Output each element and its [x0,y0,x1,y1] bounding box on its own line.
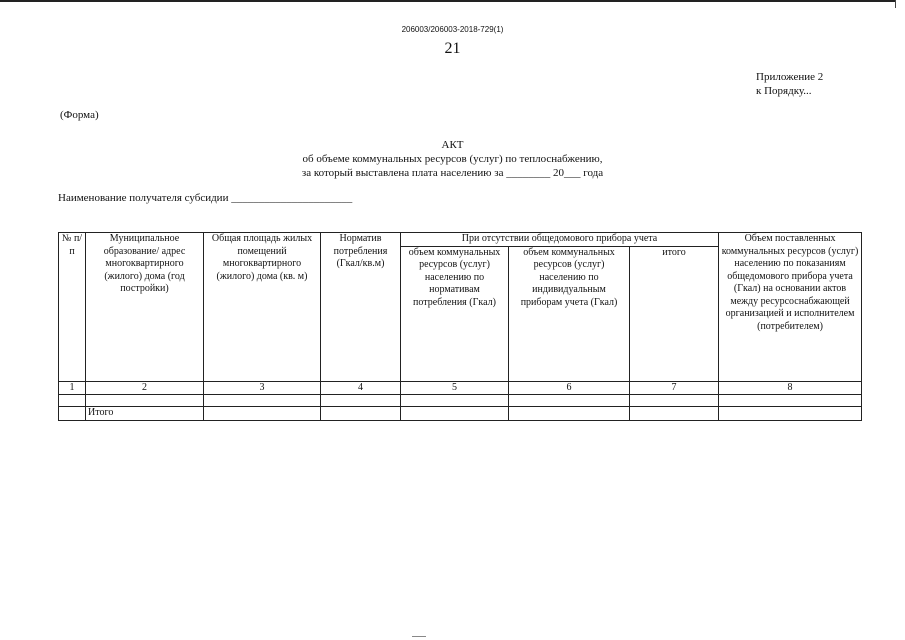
table-cell [509,407,630,421]
column-number: 6 [509,381,630,395]
table-cell [630,407,719,421]
act-table [58,232,862,421]
header-col-individual-volume: объем коммунальных ресурсов (услуг) населению по индивидуальным приборам учета (Гкал) [509,246,630,381]
column-number: 2 [86,381,204,395]
column-number: 4 [321,381,401,395]
appendix-line-2: к Порядку... [756,85,812,97]
appendix-line-1: Приложение 2 [756,71,824,83]
title-line-2: об объеме коммунальных ресурсов (услуг) по теплоснабжению, [302,153,603,165]
title-line-1: АКТ [441,139,464,151]
header-col-area: Общая площадь жилых помещений многоквартирного (жилого) дома (кв. м) [204,233,321,382]
table-cell [401,395,509,407]
header-col-norm: Норматив потребления (Гкал/кв.м) [321,233,401,382]
table-cell [204,407,321,421]
form-label: (Форма) [60,109,99,121]
header-col-number: № п/п [59,233,86,382]
corner-mark [895,0,896,8]
table-cell [719,407,862,421]
table-cell [59,395,86,407]
table-header-row [59,233,862,247]
top-border-line [0,0,895,2]
total-row [59,407,862,421]
header-col-address: Муниципальное образование/ адрес многоквартирного (жилого) дома (год постройки) [86,233,204,382]
recipient-line: Наименование получателя субсидии ______________________ [58,192,353,204]
column-number: 7 [630,381,719,395]
table-cell [321,407,401,421]
table-cell [321,395,401,407]
table-cell [86,395,204,407]
table-cell [719,395,862,407]
table-row [59,395,862,407]
column-numbers-row [59,381,862,395]
table-cell [630,395,719,407]
header-col-meter-volume: Объем поставленных коммунальных ресурсов (услуг) населению по показаниям общедомового прибора учета (Гкал) на основании актов между ресурсоснабжающей организацией и исполнителем (потребителем) [719,233,862,382]
header-group-no-meter: При отсутствии общедомового прибора учета [401,233,719,247]
column-number: 8 [719,381,862,395]
total-label: Итого [86,407,204,421]
header-col-total: итого [630,246,719,381]
table-cell [509,395,630,407]
table-cell [204,395,321,407]
table-cell [401,407,509,421]
table-cell [59,407,86,421]
column-number: 5 [401,381,509,395]
bottom-mark [412,636,426,637]
page-number: 21 [444,40,461,57]
column-number: 3 [204,381,321,395]
column-number: 1 [59,381,86,395]
header-col-norm-volume: объем коммунальных ресурсов (услуг) населению по нормативам потребления (Гкал) [401,246,509,381]
appendix-note [756,70,823,98]
document-title [0,138,905,180]
title-line-3: за который выставлена плата населению за ________ 20___ года [301,167,604,179]
document-number: 206003/206003-2018-729(1) [401,25,504,34]
